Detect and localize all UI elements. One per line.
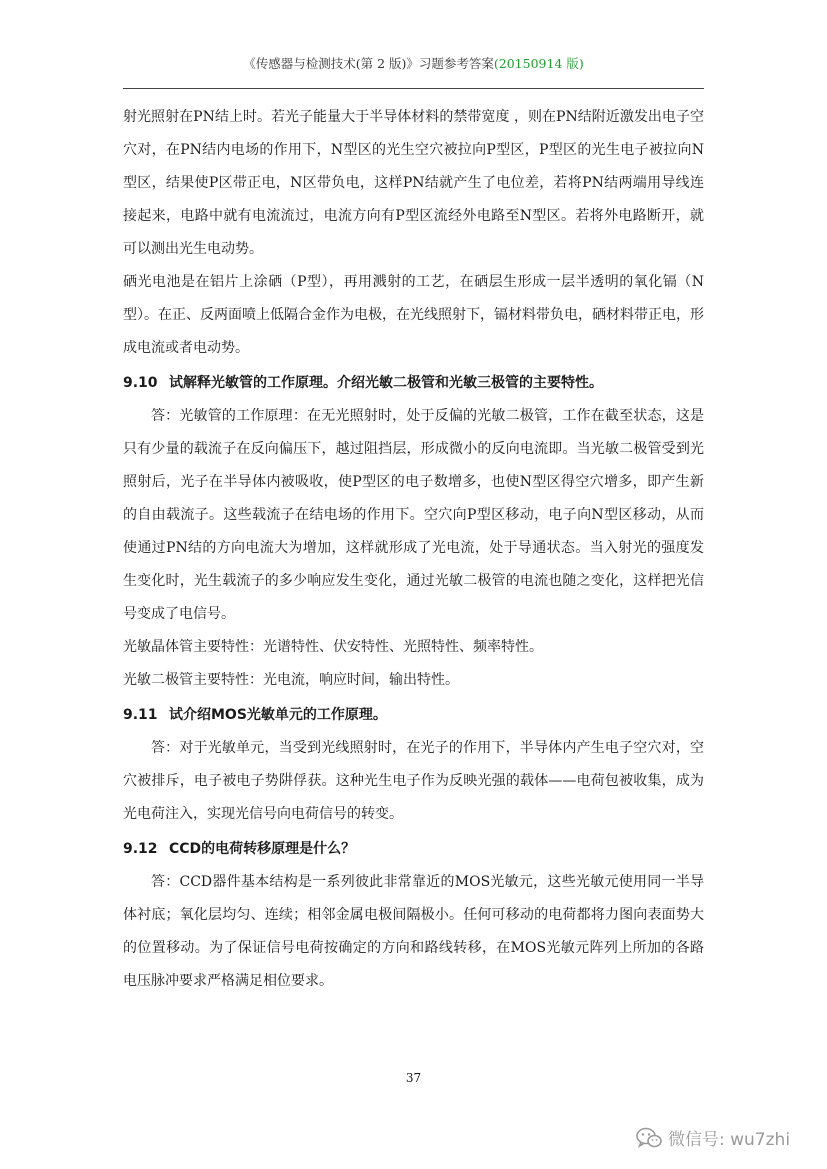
book-title: 《传感器与检测技术(第 2 版)》习题参考答案: [243, 56, 494, 71]
question-text: CCD的电荷转移原理是什么？: [169, 841, 356, 857]
question-text: 试解释光敏管的工作原理。介绍光敏二极管和光敏三极管的主要特性。: [169, 375, 603, 391]
question-number: 9.10: [123, 375, 158, 391]
answer-9-10: 答：光敏管的工作原理：在无光照射时，处于反偏的光敏二极管，工作在截至状态，这是只有少量的载流子在反向偏压下，越过阻挡层，形成微小的反向电流即。当光敏二极管受到光照射后，光子在半导体内被吸收，使P型区的电子数增多，也使N型区得空穴增多，即产生新的自由载流子。这些载流子在结电场的作用下。空穴向P型区移动，电子向N型区移动，从而使通过PN结的方向电流大为增加，这样就形成了光电流，处于导通状态。当入射光的强度发生变化时，光生载流子的多少响应发生变化，通过光敏二极管的电流也随之变化，这样把光信号变成了电信号。: [123, 408, 704, 622]
paragraph-phototransistor-features: 光敏晶体管主要特性：光谱特性、伏安特性、光照特性、频率特性。: [123, 639, 543, 655]
question-text: 试介绍MOS光敏单元的工作原理。: [169, 707, 387, 723]
wechat-icon: [636, 1127, 662, 1149]
question-number: 9.12: [123, 841, 158, 857]
paragraph-pn-junction: 射光照射在PN结上时。若光子能量大于半导体材料的禁带宽度 ，则在PN结附近激发出电子空穴对，在PN结内电场的作用下，N型区的光生空穴被拉向P型区，P型区的光生电子被拉向N型区，结果使P区带正电，N区带负电，这样PN结就产生了电位差，若将PN结两端用导线连接起来，电路中就有电流流过，电流方向有P型区流经外电路至N型区。若将外电路断开，就可以测出光生电动势。: [123, 109, 704, 257]
question-9-12: [123, 833, 704, 866]
question-number: 9.11: [123, 707, 158, 723]
version-label: (20150914 版): [493, 56, 584, 71]
paragraph-selenium-cell: 硒光电池是在铝片上涂硒（P型），再用溅射的工艺，在硒层生形成一层半透明的氧化镉（N型）。在正、反两面喷上低隔合金作为电极，在光线照射下，镉材料带负电，硒材料带正电，形成电流或者电动势。: [123, 274, 704, 356]
page-header: [0, 54, 827, 72]
wechat-id-text: 微信号: wu7zhi: [668, 1130, 791, 1150]
answer-9-11: 答：对于光敏单元，当受到光线照射时，在光子的作用下，半导体内产生电子空穴对，空穴被排斥，电子被电子势阱俘获。这种光生电子作为反映光强的载体——电荷包被收集，成为光电荷注入，实现光信号向电荷信号的转变。: [123, 740, 704, 822]
answer-9-12: 答：CCD器件基本结构是一系列彼此非常靠近的MOS光敏元，这些光敏元使用同一半导体衬底；氧化层均匀、连续；相邻金属电极间隔极小。任何可移动的电荷都将力图向表面势大的位置移动。为了保证信号电荷按确定的方向和路线转移，在MOS光敏元阵列上所加的各路电压脉冲要求严格满足相位要求。: [123, 874, 704, 989]
question-9-11: [123, 699, 704, 732]
paragraph-photodiode-features: 光敏二极管主要特性：光电流，响应时间，输出特性。: [123, 672, 459, 688]
question-9-10: [123, 367, 704, 400]
header-divider: [123, 88, 704, 89]
wechat-watermark: [636, 1125, 790, 1150]
page-number: 37: [405, 1071, 422, 1085]
page-content: [123, 101, 704, 998]
